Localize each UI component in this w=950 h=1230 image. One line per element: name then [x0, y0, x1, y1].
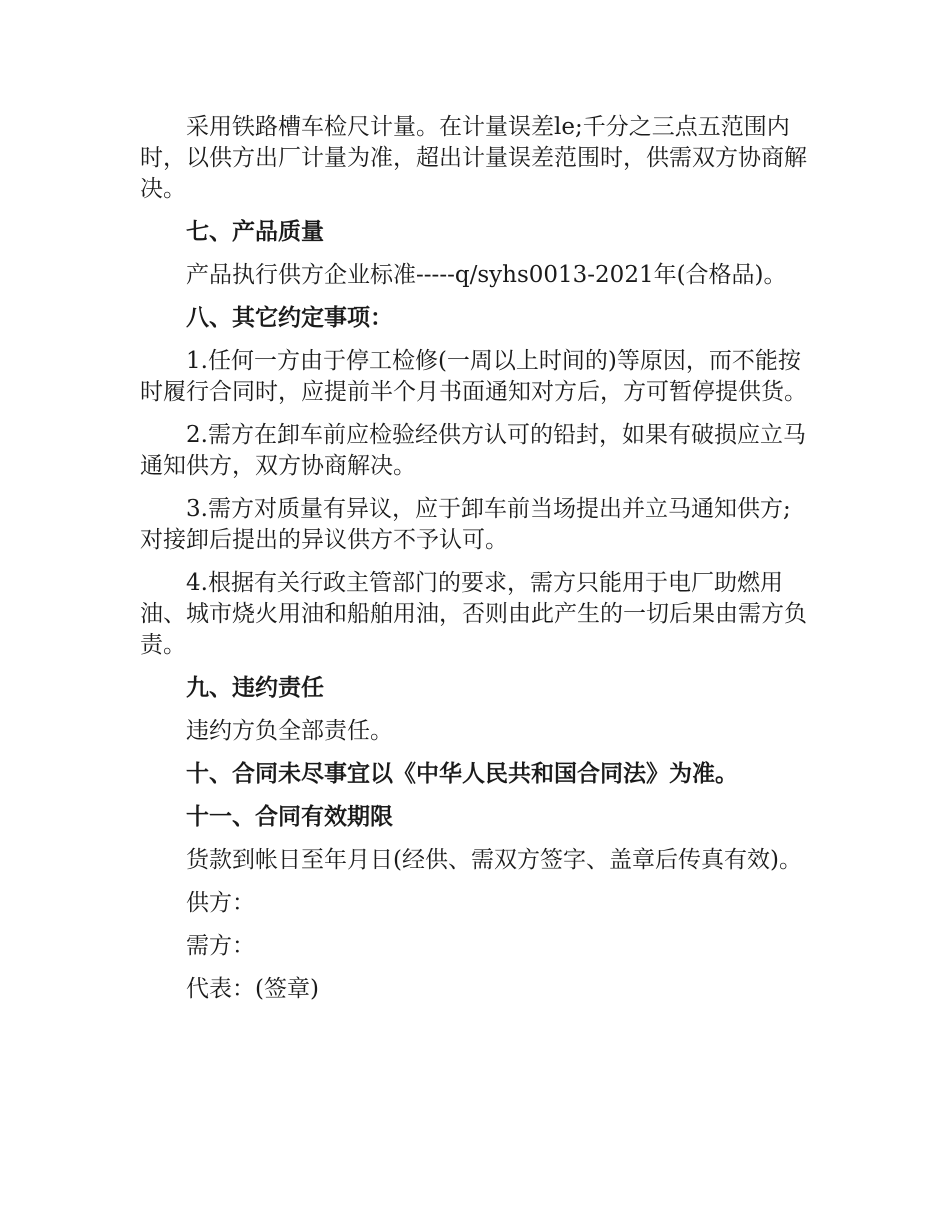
validity-heading: 十一、合同有效期限	[186, 804, 393, 830]
buyer-line: 需方：	[186, 933, 255, 959]
representative-line: 代表：(签章)	[186, 976, 319, 1002]
other-terms-heading: 八、其它约定事项：	[186, 305, 393, 331]
supplier-line: 供方：	[186, 890, 255, 916]
breach-heading: 九、违约责任	[186, 675, 324, 701]
other-terms-item-2: 2.需方在卸车前应检验经供方认可的铅封，如果有破损应立马通知供方，双方协商解决。	[140, 422, 806, 479]
contract-law-heading: 十、合同未尽事宜以《中华人民共和国合同法》为准。	[186, 761, 738, 787]
other-terms-item-3: 3.需方对质量有异议，应于卸车前当场提出并立马通知供方;对接卸后提出的异议供方不予认可。	[140, 496, 791, 553]
other-terms-item-4: 4.根据有关行政主管部门的要求，需方只能用于电厂助燃用油、城市烧火用油和船舶用油，否则由此产生的一切后果由需方负责。	[140, 570, 807, 658]
measurement-paragraph: 采用铁路槽车检尺计量。在计量误差le;千分之三点五范围内时，以供方出厂计量为准，超出计量误差范围时，供需双方协商解决。	[140, 114, 807, 202]
validity-paragraph: 货款到帐日至年月日(经供、需双方签字、盖章后传真有效)。	[186, 847, 802, 873]
other-terms-item-1: 1.任何一方由于停工检修(一周以上时间的)等原因，而不能按时履行合同时，应提前半个月书面通知对方后，方可暂停提供货。	[140, 348, 807, 405]
quality-paragraph: 产品执行供方企业标准-----q/syhs0013-2021年(合格品)。	[186, 262, 787, 288]
breach-paragraph: 违约方负全部责任。	[186, 718, 393, 744]
document-page	[140, 112, 810, 1017]
quality-heading: 七、产品质量	[186, 219, 324, 245]
